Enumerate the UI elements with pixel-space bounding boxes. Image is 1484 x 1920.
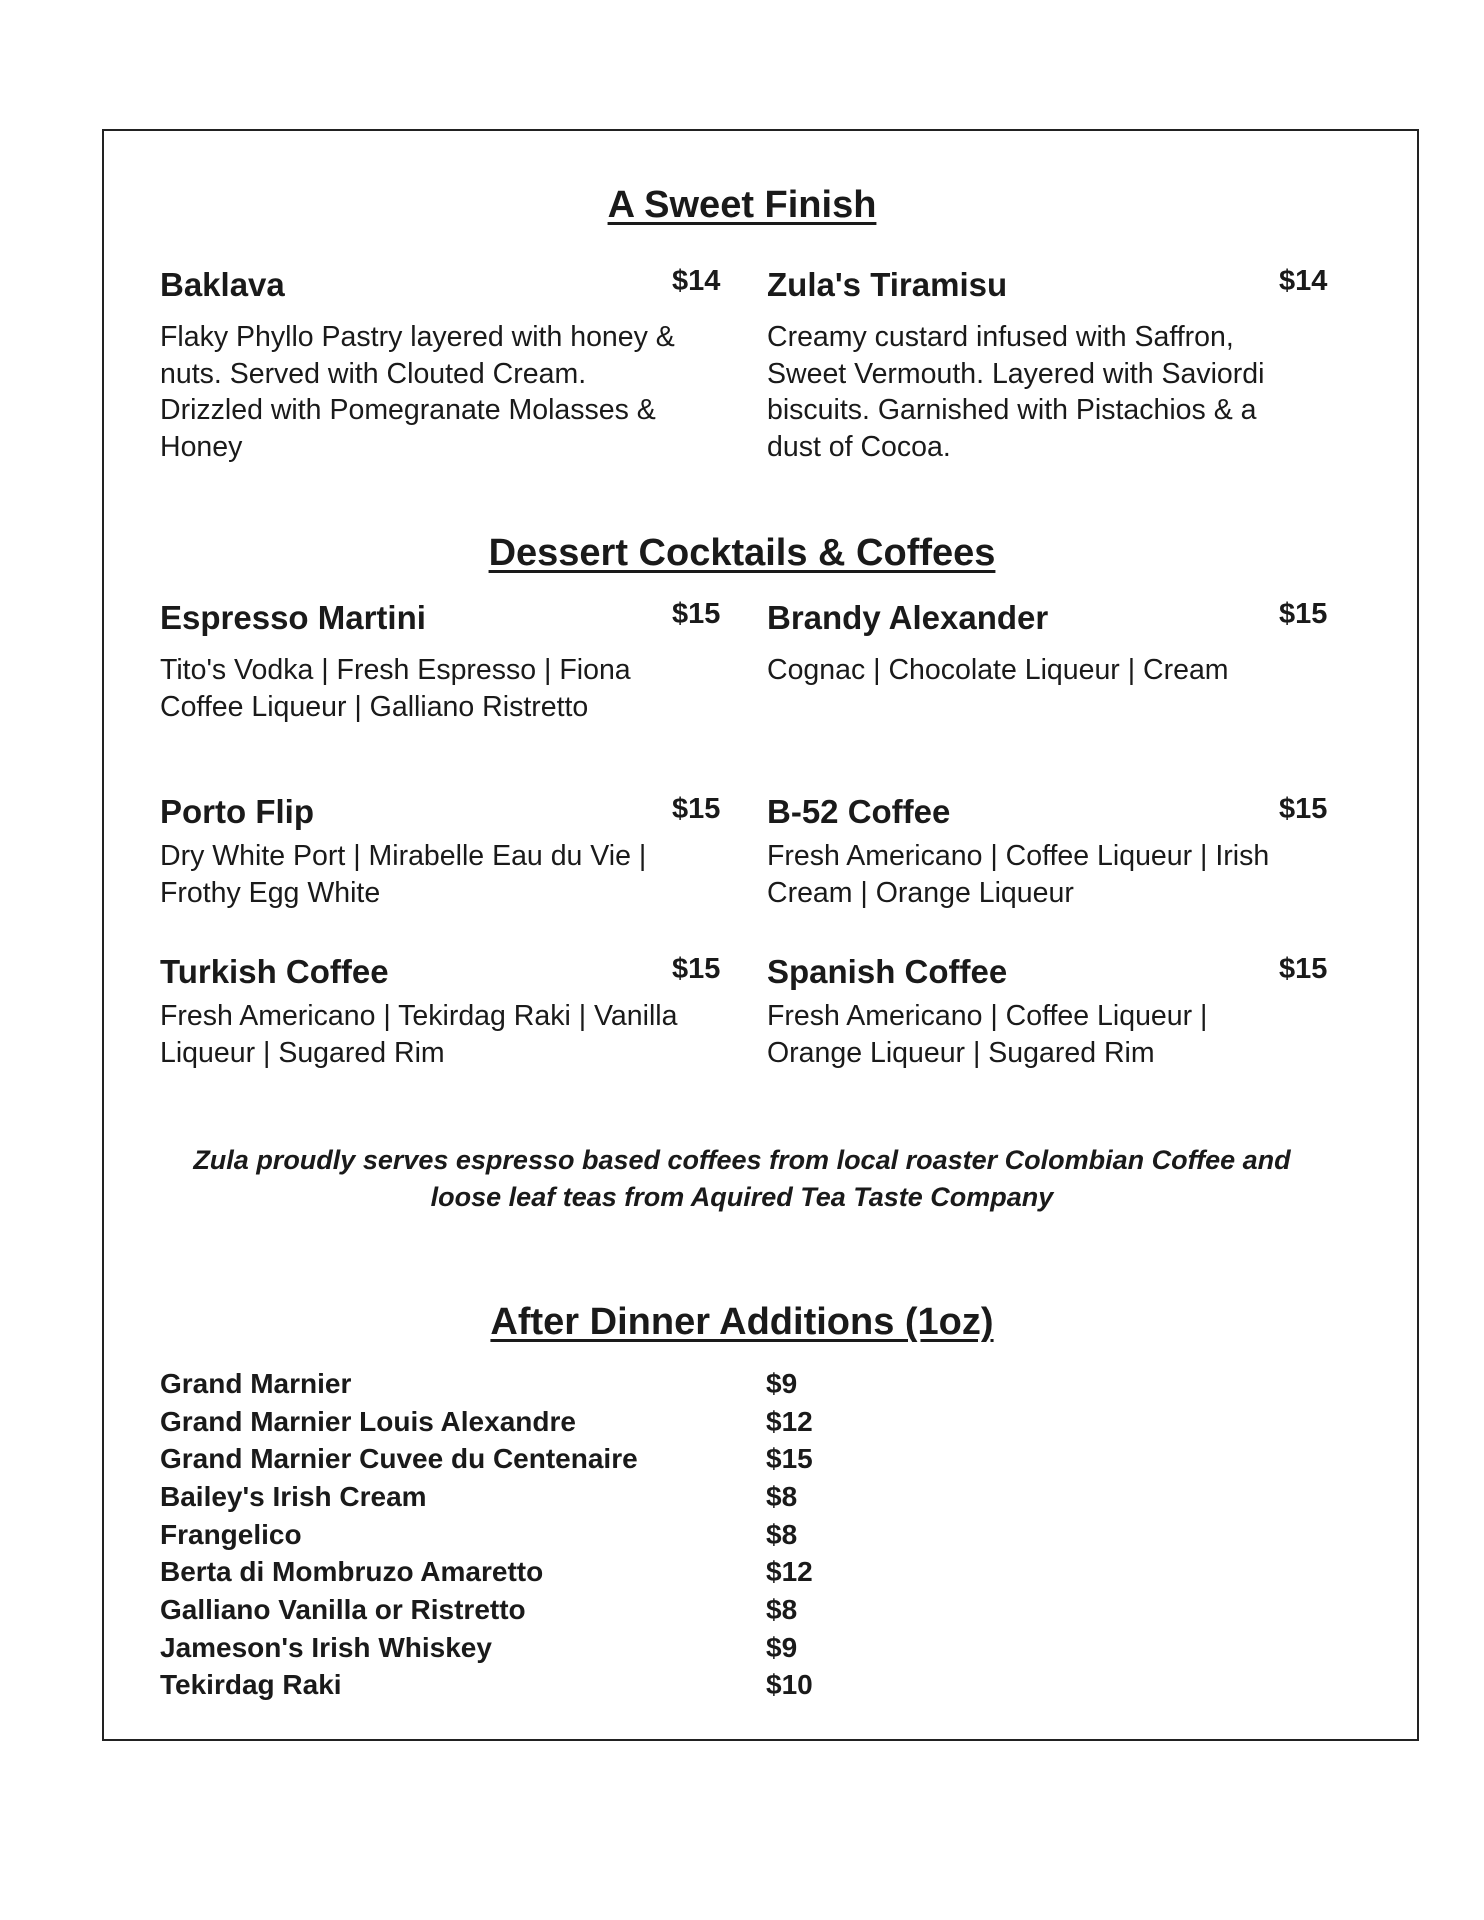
addition-row	[160, 1516, 813, 1554]
addition-price: $10	[766, 1669, 813, 1701]
additions-list	[160, 1365, 813, 1704]
addition-price: $12	[766, 1405, 813, 1437]
addition-price: $8	[766, 1480, 798, 1512]
addition-row	[160, 1440, 813, 1478]
addition-name: Galliano Vanilla or Ristretto	[160, 1593, 526, 1625]
item-price-spanish-coffee: $15	[1279, 953, 1328, 985]
item-desc-turkish-coffee: Fresh Americano | Tekirdag Raki | Vanilla Liqueur | Sugared Rim	[160, 1000, 678, 1069]
addition-name: Jameson's Irish Whiskey	[160, 1631, 492, 1663]
item-desc-tiramisu: Creamy custard infused with Saffron, Sweet Vermouth. Layered with Saviordi biscuits. Garnished with Pistachios & a dust of Cocoa.	[767, 321, 1265, 463]
item-desc-brandy-alexander: Cognac | Chocolate Liqueur | Cream	[767, 654, 1229, 686]
item-name-turkish-coffee: Turkish Coffee	[160, 953, 389, 990]
item-desc-spanish-coffee: Fresh Americano | Coffee Liqueur | Orange Liqueur | Sugared Rim	[767, 1000, 1208, 1069]
item-name-b52-coffee: B-52 Coffee	[767, 793, 951, 830]
addition-row	[160, 1553, 813, 1591]
item-price-tiramisu: $14	[1279, 265, 1328, 297]
addition-name: Grand Marnier	[160, 1367, 352, 1399]
addition-price: $9	[766, 1631, 798, 1663]
item-name-spanish-coffee: Spanish Coffee	[767, 953, 1008, 990]
item-desc-baklava: Flaky Phyllo Pastry layered with honey & nuts. Served with Clouted Cream. Drizzled with Pomegranate Molasses & Honey	[160, 321, 675, 463]
item-price-porto-flip: $15	[672, 793, 721, 825]
section-heading-additions: After Dinner Additions (1oz)	[490, 1301, 994, 1343]
addition-row	[160, 1629, 813, 1667]
addition-row	[160, 1403, 813, 1441]
item-name-espresso-martini: Espresso Martini	[160, 599, 426, 636]
item-name-tiramisu: Zula's Tiramisu	[767, 266, 1008, 303]
addition-price: $12	[766, 1556, 813, 1588]
item-desc-espresso-martini: Tito's Vodka | Fresh Espresso | Fiona Coffee Liqueur | Galliano Ristretto	[160, 654, 631, 723]
item-price-brandy-alexander: $15	[1279, 598, 1328, 630]
item-name-baklava: Baklava	[160, 266, 285, 303]
addition-row	[160, 1478, 813, 1516]
addition-name: Bailey's Irish Cream	[160, 1480, 427, 1512]
addition-price: $9	[766, 1367, 798, 1399]
item-desc-b52-coffee: Fresh Americano | Coffee Liqueur | Irish Cream | Orange Liqueur	[767, 840, 1270, 909]
item-price-turkish-coffee: $15	[672, 953, 721, 985]
addition-row	[160, 1365, 813, 1403]
item-name-porto-flip: Porto Flip	[160, 793, 314, 830]
addition-name: Berta di Mombruzo Amaretto	[160, 1556, 544, 1588]
sourcing-note: Zula proudly serves espresso based coffees from local roaster Colombian Coffee and loose leaf teas from Aquired Tea Taste Company	[193, 1145, 1291, 1212]
addition-price: $8	[766, 1518, 798, 1550]
addition-name: Grand Marnier Louis Alexandre	[160, 1405, 576, 1437]
item-price-b52-coffee: $15	[1279, 793, 1328, 825]
addition-name: Grand Marnier Cuvee du Centenaire	[160, 1443, 638, 1475]
addition-price: $15	[766, 1443, 813, 1475]
item-name-brandy-alexander: Brandy Alexander	[767, 599, 1049, 636]
item-desc-porto-flip: Dry White Port | Mirabelle Eau du Vie | Frothy Egg White	[160, 840, 647, 909]
section-heading-cocktails: Dessert Cocktails & Coffees	[488, 532, 996, 574]
addition-row	[160, 1667, 813, 1705]
addition-row	[160, 1591, 813, 1629]
item-price-baklava: $14	[672, 265, 721, 297]
addition-price: $8	[766, 1593, 798, 1625]
addition-name: Tekirdag Raki	[160, 1669, 342, 1701]
section-heading-sweet-finish: A Sweet Finish	[607, 184, 877, 226]
item-price-espresso-martini: $15	[672, 598, 721, 630]
addition-name: Frangelico	[160, 1518, 302, 1550]
